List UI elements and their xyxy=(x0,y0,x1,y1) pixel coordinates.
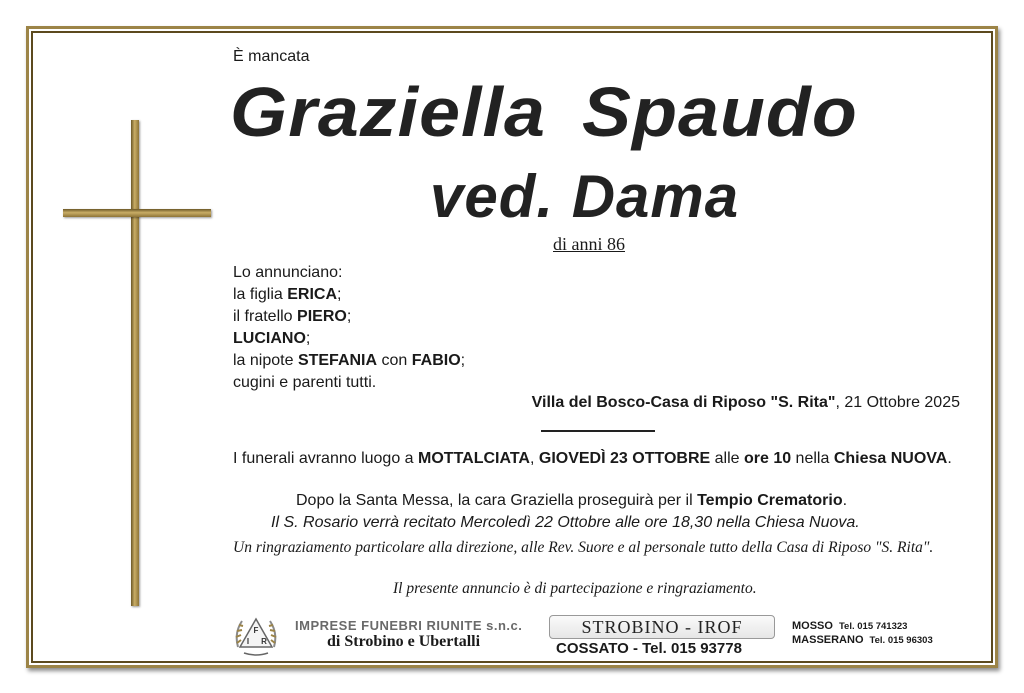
rosary-info: Il S. Rosario verrà recitato Mercoledì 22 Ottobre alle ore 18,30 nella Chiesa Nuova. xyxy=(271,514,860,531)
announcer-line: la nipote STEFANIA con FABIO; xyxy=(233,352,466,369)
funeral-info: I funerali avranno luogo a MOTTALCIATA, GIOVEDÌ 23 OTTOBRE alle ore 10 nella Chiesa NUOVA. xyxy=(233,450,952,467)
announcer-line: il fratello PIERO; xyxy=(233,308,352,325)
place-date: Villa del Bosco-Casa di Riposo "S. Rita", 21 Ottobre 2025 xyxy=(531,394,960,411)
location-masserano: MASSERANO Tel. 015 96303 xyxy=(792,634,933,646)
announcers-intro: Lo annunciano: xyxy=(233,264,343,281)
cross-vertical-bar xyxy=(131,120,139,606)
logo-letter: F xyxy=(253,626,259,635)
funeral-home-logo xyxy=(232,613,280,657)
location-mosso: MOSSO Tel. 015 741323 xyxy=(792,620,908,632)
announcer-line: LUCIANO; xyxy=(233,330,311,347)
logo-letter: I xyxy=(246,637,250,646)
widow-name: ved. Dama xyxy=(430,163,740,230)
intro-text: È mancata xyxy=(233,48,310,65)
divider xyxy=(541,430,655,432)
firm-name: IMPRESE FUNEBRI RIUNITE s.n.c. xyxy=(295,618,523,633)
participation-text: Il presente annuncio è di partecipazione e ringraziamento. xyxy=(393,580,757,597)
logo-letter: R xyxy=(261,637,267,646)
announcer-line: la figlia ERICA; xyxy=(233,286,342,303)
brand-box: STROBINO - IROF xyxy=(549,615,775,639)
firm-owners: di Strobino e Ubertalli xyxy=(327,633,481,650)
cossato-phone: COSSATO - Tel. 015 93778 xyxy=(556,640,742,657)
cross-horizontal-bar xyxy=(63,209,211,217)
relatives-line: cugini e parenti tutti. xyxy=(233,374,377,391)
deceased-name: Graziella Spaudo xyxy=(230,73,858,151)
thanks-text: Un ringraziamento particolare alla direzione, alle Rev. Suore e al personale tutto della Casa di Riposo "S. Rita". xyxy=(233,539,934,556)
mass-info: Dopo la Santa Messa, la cara Graziella proseguirà per il Tempio Crematorio. xyxy=(296,492,848,509)
announcers-block xyxy=(233,262,465,394)
age: di anni 86 xyxy=(553,234,625,254)
